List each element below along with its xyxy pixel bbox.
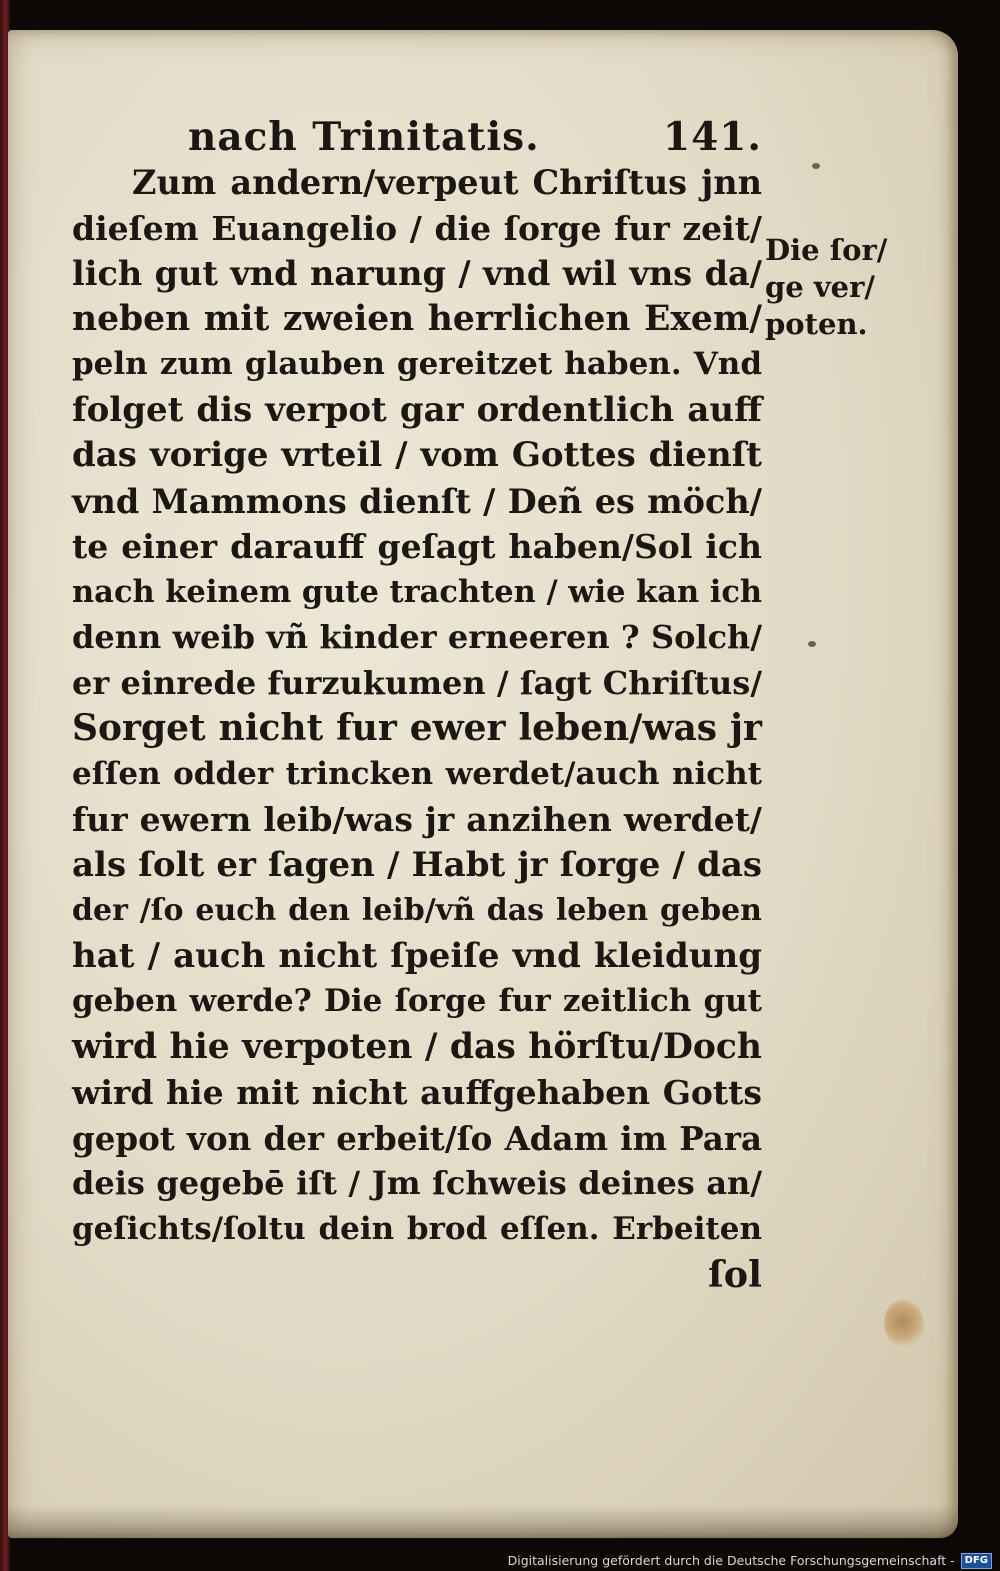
text-line: der /ſo euch den leib/vñ das leben geben xyxy=(72,893,762,928)
running-head-title: nach Trinitatis. xyxy=(188,114,540,160)
text-line: er einrede furzukumen / ſagt Chriſtus/ xyxy=(72,663,762,702)
text-line: hat / auch nicht ſpeiſe vnd kleidung xyxy=(72,935,762,976)
running-head xyxy=(188,110,762,162)
ink-speck xyxy=(812,163,820,169)
text-line: fur ewern leib/was jr anzihen werdet/ xyxy=(72,800,762,839)
catchword: ſol xyxy=(708,1253,762,1296)
text-line: vnd Mammons dienſt / Deñ es möch/ xyxy=(72,481,762,521)
margin-note-line: Die ſor/ xyxy=(765,233,888,267)
text-line: wird hie mit nicht auffgehaben Gotts xyxy=(72,1073,762,1112)
text-line: dieſem Euangelio / die ſorge fur zeit/ xyxy=(72,208,762,248)
text-line: geben werde? Die ſorge fur zeitlich gut xyxy=(72,983,762,1019)
text-line: geſichts/ſoltu dein brod eſſen. Erbeiten xyxy=(72,1210,762,1247)
text-line: Sorget nicht fur ewer leben/was jr xyxy=(72,707,762,749)
text-line: te einer darauff geſagt haben/Sol ich xyxy=(72,527,762,566)
text-line: Zum andern/verpeut Chriſtus jnn xyxy=(132,163,762,202)
text-line: folget dis verpot gar ordentlich auff xyxy=(72,389,762,430)
text-line: nach keinem gute trachten / wie kan ich xyxy=(72,573,763,610)
text-line: eſſen odder trincken werdet/auch nicht xyxy=(72,755,762,792)
text-line: gepot von der erbeit/ſo Adam im Para xyxy=(72,1118,762,1158)
text-line: deis gegebē iſt / Jm ſchweis deines an/ xyxy=(72,1164,762,1202)
margin-note xyxy=(765,232,905,343)
text-line: als ſolt er ſagen / Habt jr ſorge / das xyxy=(72,844,762,885)
credit-text: Digitalisierung gefördert durch die Deutsche Forschungsgemeinschaft - xyxy=(507,1553,955,1568)
text-line: denn weib vñ kinder erneeren ? Solch/ xyxy=(72,618,762,656)
digitization-credit xyxy=(508,1550,992,1571)
margin-note-line: poten. xyxy=(765,307,868,341)
margin-note-line: ge ver/ xyxy=(765,270,875,304)
text-line: das vorige vrteil / vom Gottes dienſt xyxy=(72,435,762,475)
paper-stain xyxy=(884,1300,924,1348)
text-line: wird hie verpoten / das hörſtu/Doch xyxy=(72,1026,762,1067)
dfg-logo: DFG xyxy=(961,1553,992,1569)
page-number: 141. xyxy=(663,114,762,160)
page-edge-shadow xyxy=(8,1505,958,1539)
text-line: neben mit zweien herrlichen Exem/ xyxy=(72,298,762,339)
body-text xyxy=(72,160,762,1298)
text-line: peln zum glauben gereitzet haben. Vnd xyxy=(72,346,762,382)
ink-speck xyxy=(808,641,816,647)
text-line: lich gut vnd narung / vnd wil vns da/ xyxy=(72,254,762,293)
